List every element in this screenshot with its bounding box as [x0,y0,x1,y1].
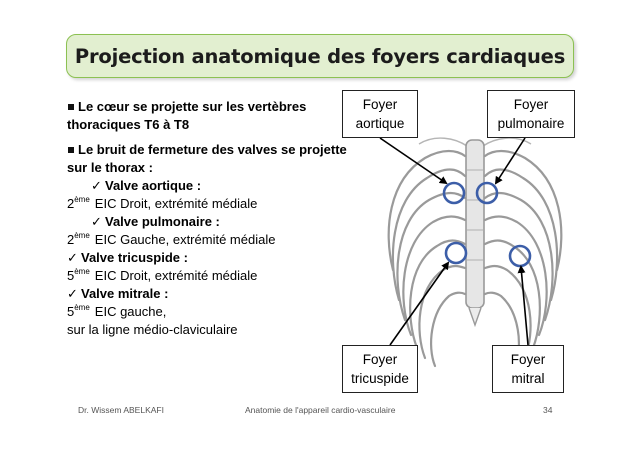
slide-title-box [66,34,574,78]
footer-author: Dr. Wissem ABELKAFI [78,405,164,415]
mitral-focus-ring [510,246,530,266]
body-line: Le cœur se projette sur les vertèbres [67,98,367,116]
body-line: ✓ Valve tricuspide : [67,250,188,265]
body-line: ✓ Valve aortique : [91,178,202,193]
body-line: sur le thorax : [67,160,153,175]
checkmark-icon: ✓ [91,178,102,193]
label-foyer-pulmonaire: Foyer pulmonaire [487,90,575,138]
body-line: ✓ Valve mitrale : [67,286,169,301]
body-line: Le bruit de fermeture des valves se projette [67,141,367,159]
checkmark-icon: ✓ [67,250,78,265]
body-line: 5ème EIC Droit, extrémité médiale [67,267,258,283]
body-line: ✓ Valve pulmonaire : [91,214,220,229]
body-line: 2ème EIC Gauche, extrémité médiale [67,231,276,247]
square-bullet-icon [68,147,74,153]
label-foyer-aortique: Foyer aortique [342,90,418,138]
square-bullet-icon [68,104,74,110]
label-foyer-tricuspide: Foyer tricuspide [342,345,418,393]
tricuspid-focus-ring [446,243,466,263]
slide-title: Projection anatomique des foyers cardiaques [74,44,566,68]
body-line: sur la ligne médio-claviculaire [67,322,238,337]
checkmark-icon: ✓ [67,286,78,301]
body-line: thoraciques T6 à T8 [67,117,190,132]
slide-body-text [67,98,367,339]
thorax-illustration [385,120,565,382]
footer-page-number: 34 [543,405,553,415]
body-line: 2ème EIC Droit, extrémité médiale [67,195,258,211]
footer-course: Anatomie de l'appareil cardio-vasculaire [245,405,396,415]
checkmark-icon: ✓ [91,214,102,229]
body-line: 5ème EIC gauche, [67,303,167,319]
label-foyer-mitral: Foyer mitral [492,345,564,393]
